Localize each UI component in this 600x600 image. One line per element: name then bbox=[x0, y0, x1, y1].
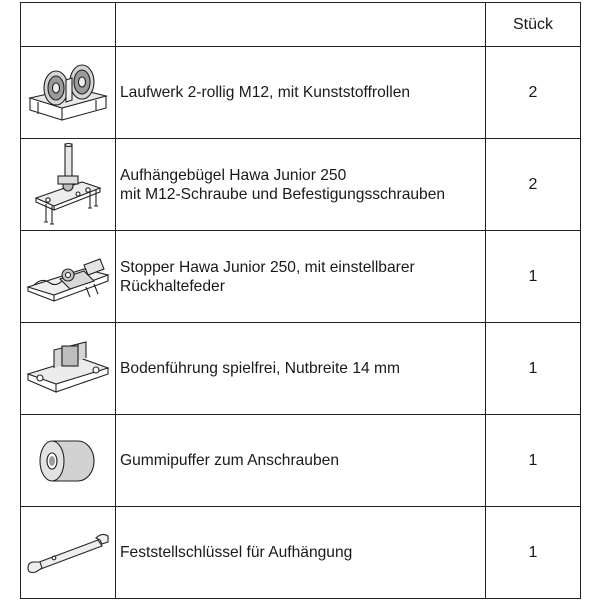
item-quantity: 1 bbox=[486, 231, 581, 323]
item-description bbox=[116, 507, 486, 599]
table-row bbox=[21, 231, 581, 323]
description-line: Bodenführung spielfrei, Nutbreite 14 mm bbox=[120, 360, 400, 377]
item-image-cell bbox=[21, 47, 116, 139]
table-row bbox=[21, 323, 581, 415]
description-line: mit M12-Schraube und Befestigungsschrauben bbox=[120, 185, 446, 203]
table-row bbox=[21, 415, 581, 507]
qty-column-header: Stück bbox=[486, 3, 581, 47]
description-line: Feststellschlüssel für Aufhängung bbox=[120, 544, 353, 561]
item-image-cell bbox=[21, 139, 116, 231]
item-image-cell bbox=[21, 231, 116, 323]
roller-carriage-icon bbox=[26, 58, 110, 128]
item-quantity: 1 bbox=[486, 323, 581, 415]
item-image-cell bbox=[21, 507, 116, 599]
header-empty-cell bbox=[116, 3, 486, 47]
description-line: Laufwerk 2-rollig M12, mit Kunststoffrollen bbox=[120, 84, 411, 101]
table-row bbox=[21, 507, 581, 599]
item-description bbox=[116, 323, 486, 415]
description-line: Aufhängebügel Hawa Junior 250 bbox=[120, 166, 347, 184]
table-row bbox=[21, 47, 581, 139]
floor-guide-icon bbox=[24, 338, 112, 400]
wrench-icon bbox=[24, 528, 112, 578]
table-header-row bbox=[21, 3, 581, 47]
header-empty-cell bbox=[21, 3, 116, 47]
item-description bbox=[116, 415, 486, 507]
item-description bbox=[116, 231, 486, 323]
suspension-bracket-icon bbox=[26, 142, 110, 228]
item-description bbox=[116, 139, 486, 231]
description-line: Stopper Hawa Junior 250, mit einstellbarer bbox=[120, 258, 415, 276]
table-row bbox=[21, 139, 581, 231]
item-image-cell bbox=[21, 415, 116, 507]
item-quantity: 1 bbox=[486, 507, 581, 599]
item-quantity: 2 bbox=[486, 47, 581, 139]
item-image-cell bbox=[21, 323, 116, 415]
description-line: Rückhaltefeder bbox=[120, 277, 225, 295]
item-quantity: 2 bbox=[486, 139, 581, 231]
stopper-icon bbox=[24, 247, 112, 307]
rubber-buffer-icon bbox=[38, 433, 98, 489]
item-description bbox=[116, 47, 486, 139]
item-quantity: 1 bbox=[486, 415, 581, 507]
parts-table bbox=[20, 2, 581, 599]
description-line: Gummipuffer zum Anschrauben bbox=[120, 452, 339, 469]
